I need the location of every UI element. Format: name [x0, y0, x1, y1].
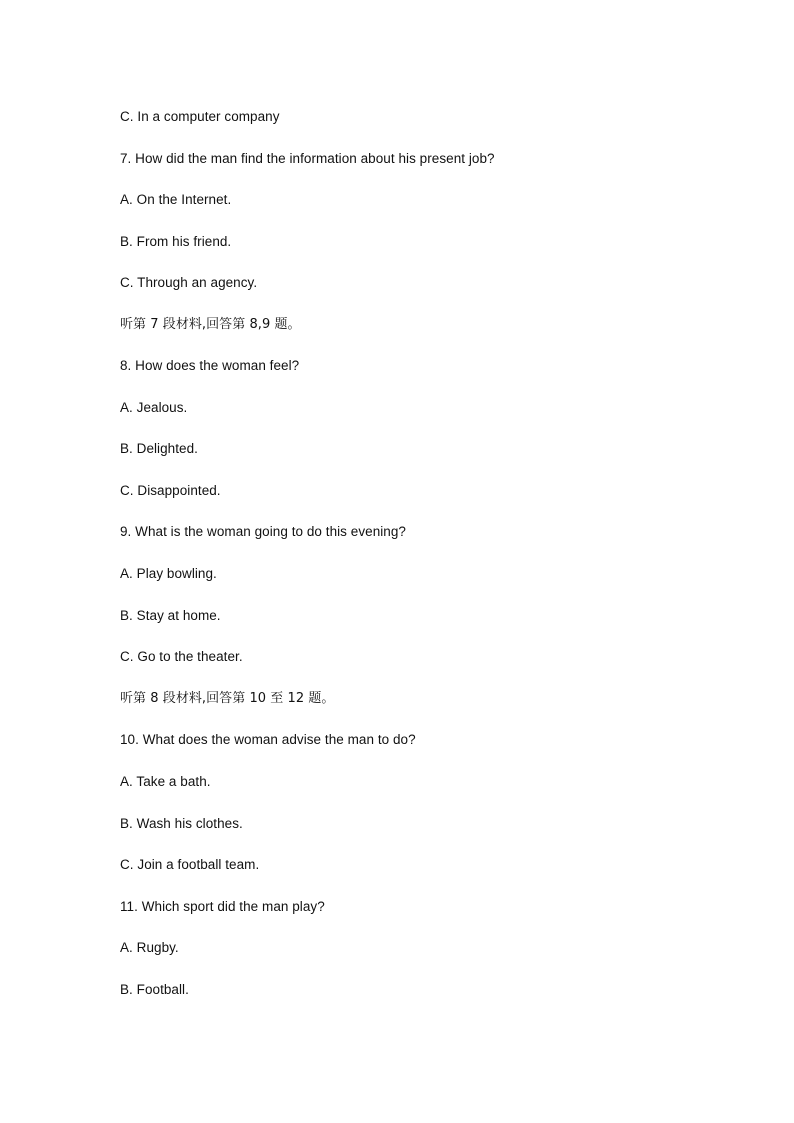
q9-option-a: A. Play bowling.: [120, 566, 217, 581]
section-7-instruction: 听第 7 段材料,回答第 8,9 题。: [120, 317, 301, 332]
q7-option-c: C. Through an agency.: [120, 275, 258, 290]
q7-option-b: B. From his friend.: [120, 234, 232, 249]
q11-option-a: A. Rugby.: [120, 940, 179, 955]
question-10: 10. What does the woman advise the man to do?: [120, 732, 416, 747]
q10-option-c: C. Join a football team.: [120, 857, 260, 872]
q10-option-b: B. Wash his clothes.: [120, 816, 243, 831]
q7-option-a: A. On the Internet.: [120, 192, 232, 207]
q9-option-b: B. Stay at home.: [120, 608, 221, 623]
q8-option-c: C. Disappointed.: [120, 483, 221, 498]
q6-option-c: C. In a computer company: [120, 109, 280, 124]
section-8-instruction: 听第 8 段材料,回答第 10 至 12 题。: [120, 691, 335, 706]
q8-option-b: B. Delighted.: [120, 441, 198, 456]
q9-option-c: C. Go to the theater.: [120, 649, 243, 664]
question-9: 9. What is the woman going to do this evening?: [120, 524, 406, 539]
q8-option-a: A. Jealous.: [120, 400, 188, 415]
question-7: 7. How did the man find the information about his present job?: [120, 151, 495, 166]
q11-option-b: B. Football.: [120, 982, 189, 997]
q10-option-a: A. Take a bath.: [120, 774, 211, 789]
question-8: 8. How does the woman feel?: [120, 358, 300, 373]
question-11: 11. Which sport did the man play?: [120, 899, 325, 914]
